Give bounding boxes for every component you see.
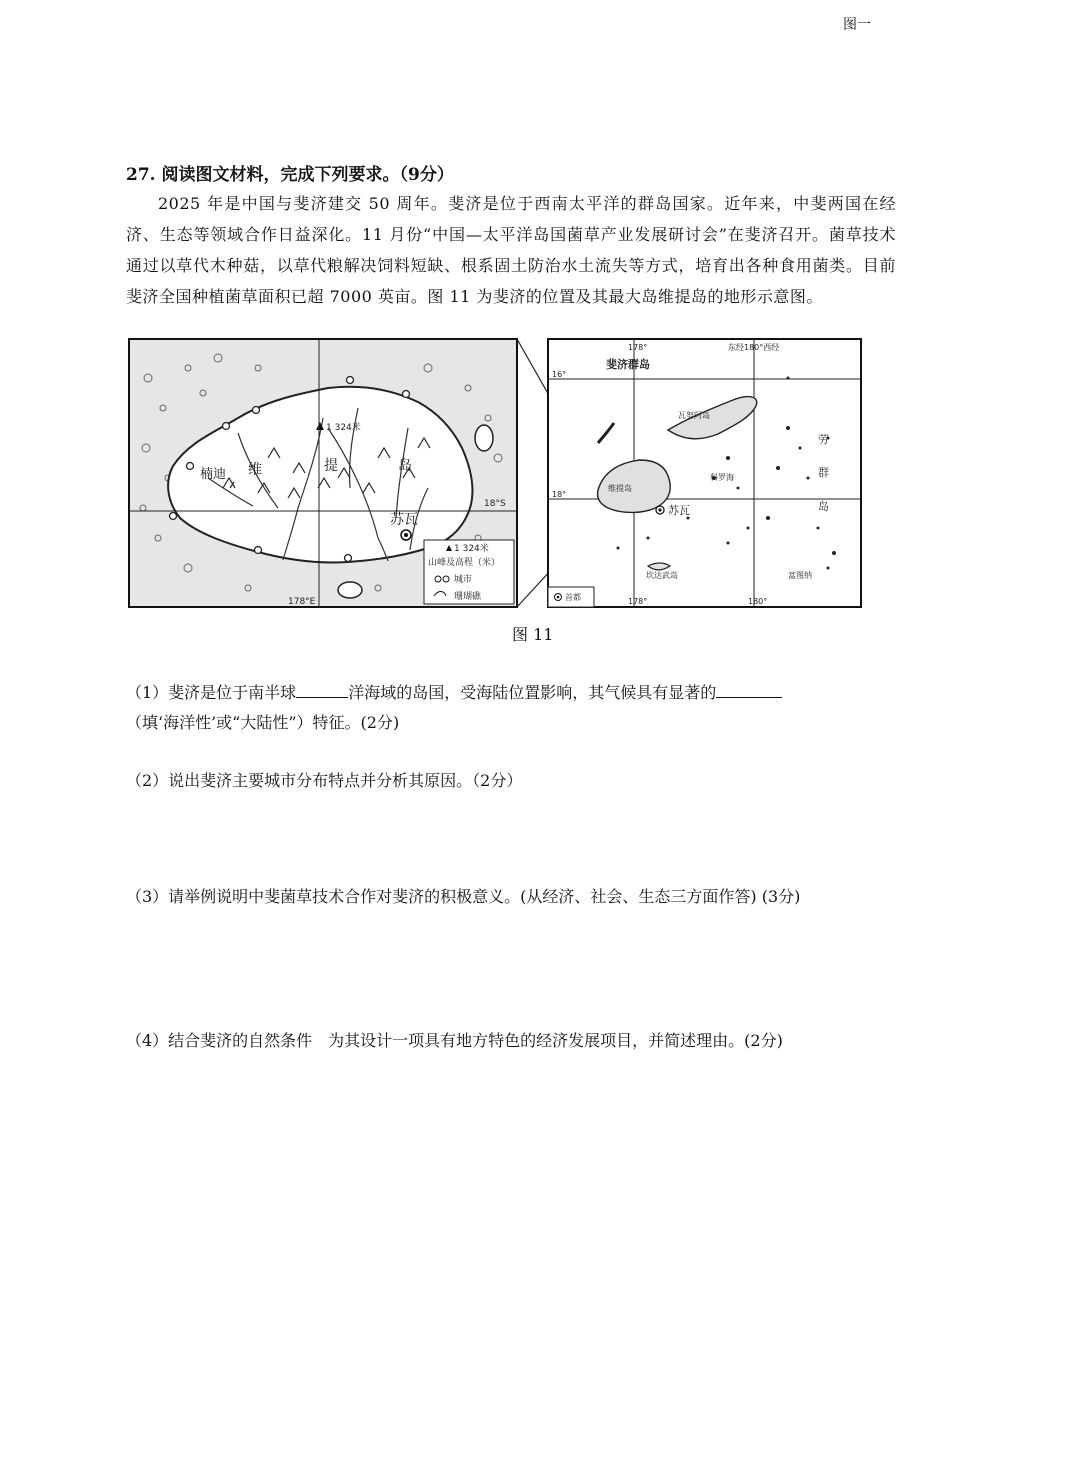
figure-11 [128,338,868,610]
place-nadi: 楠迪 [200,467,227,482]
lon-label-178e: 178°E [288,597,316,607]
legend-capital: 首都 [565,593,581,602]
lau-char-1: 劳 [818,433,829,446]
figure-caption: 图 11 [512,625,554,644]
lau-char-3: 岛 [818,500,829,513]
label-south: 富图纳 [788,571,812,580]
q1-text-2: 洋海域的岛国，受海陆位置影响，其气候具有显著的 [348,683,717,702]
label-lon-178: 178° [628,343,648,352]
label-lat-18: 18° [552,490,567,499]
label-lon-178-bottom: 178° [628,597,648,606]
legend-city: 城市 [454,575,473,585]
subquestion-3: （3）请举例说明中斐菌草技术合作对斐济的积极意义。(从经济、社会、生态三方面作答) (3分) [126,887,801,906]
legend-peak-desc: 山峰及高程（米） [428,558,501,568]
island-name-char-2: 提 [324,458,338,474]
subquestion-4: （4）结合斐济的自然条件 为其设计一项具有地方特色的经济发展项目，并简述理由。(2分) [126,1031,783,1050]
map-legend [424,540,514,604]
q1-text-3: （填‘海洋性’或“大陆性”）特征。(2分) [126,713,400,732]
island-name-char-3: 岛 [398,458,412,474]
answer-blank-2[interactable] [716,679,782,698]
vitilevu-terrain-map [129,339,517,607]
legend-reef: 珊瑚礁 [454,592,482,602]
city-suva: 苏瓦 [390,512,418,528]
label-kadavu: 坎达武岛 [646,571,678,580]
peak-label: 1 324米 [326,423,361,433]
legend-peak: 1 324米 [454,544,489,554]
label-suva-right: 苏瓦 [668,504,690,517]
label-180-meridian: 东经180°西经 [728,343,780,352]
lat-label-18s: 18°S [484,499,506,509]
corner-tag: 图一 [843,17,871,33]
label-koro-sea: 科罗海 [710,473,734,482]
label-lon-180: 180° [748,597,768,606]
fiji-location-map [548,339,861,607]
answer-blank-1[interactable] [296,679,348,698]
label-lat-16: 16° [552,370,567,379]
label-archipelago: 斐济群岛 [606,358,650,371]
question-paragraph: 2025 年是中国与斐济建交 50 周年。斐济是位于西南太平洋的群岛国家。近年来，中斐两国在经济、生态等领域合作日益深化。11 月份“中国—太平洋岛国菌草产业发展研讨会”在斐济召开。菌草技术通过以草代木种菇，以草代粮解决饲料短缺、根系固土防治水土流失等方式，培育出各种食用菌类。目前斐济全国种植菌草面积已超 7000 英亩。图 11 为斐济的位置及其最大岛维提岛的地形示意图。 [126,194,896,306]
lau-char-2: 群 [818,466,829,479]
question-title: 27. 阅读图文材料，完成下列要求。（9分） [126,165,454,185]
label-vitilevu: 维提岛 [608,484,632,493]
q1-text-1: （1）斐济是位于南半球 [126,683,297,702]
subquestion-1 [126,678,906,738]
label-vanua-levu: 瓦努阿岛 [678,411,710,420]
island-name-char-1: 维 [248,462,262,478]
subquestion-2: （2）说出斐济主要城市分布特点并分析其原因。（2分） [126,771,523,790]
